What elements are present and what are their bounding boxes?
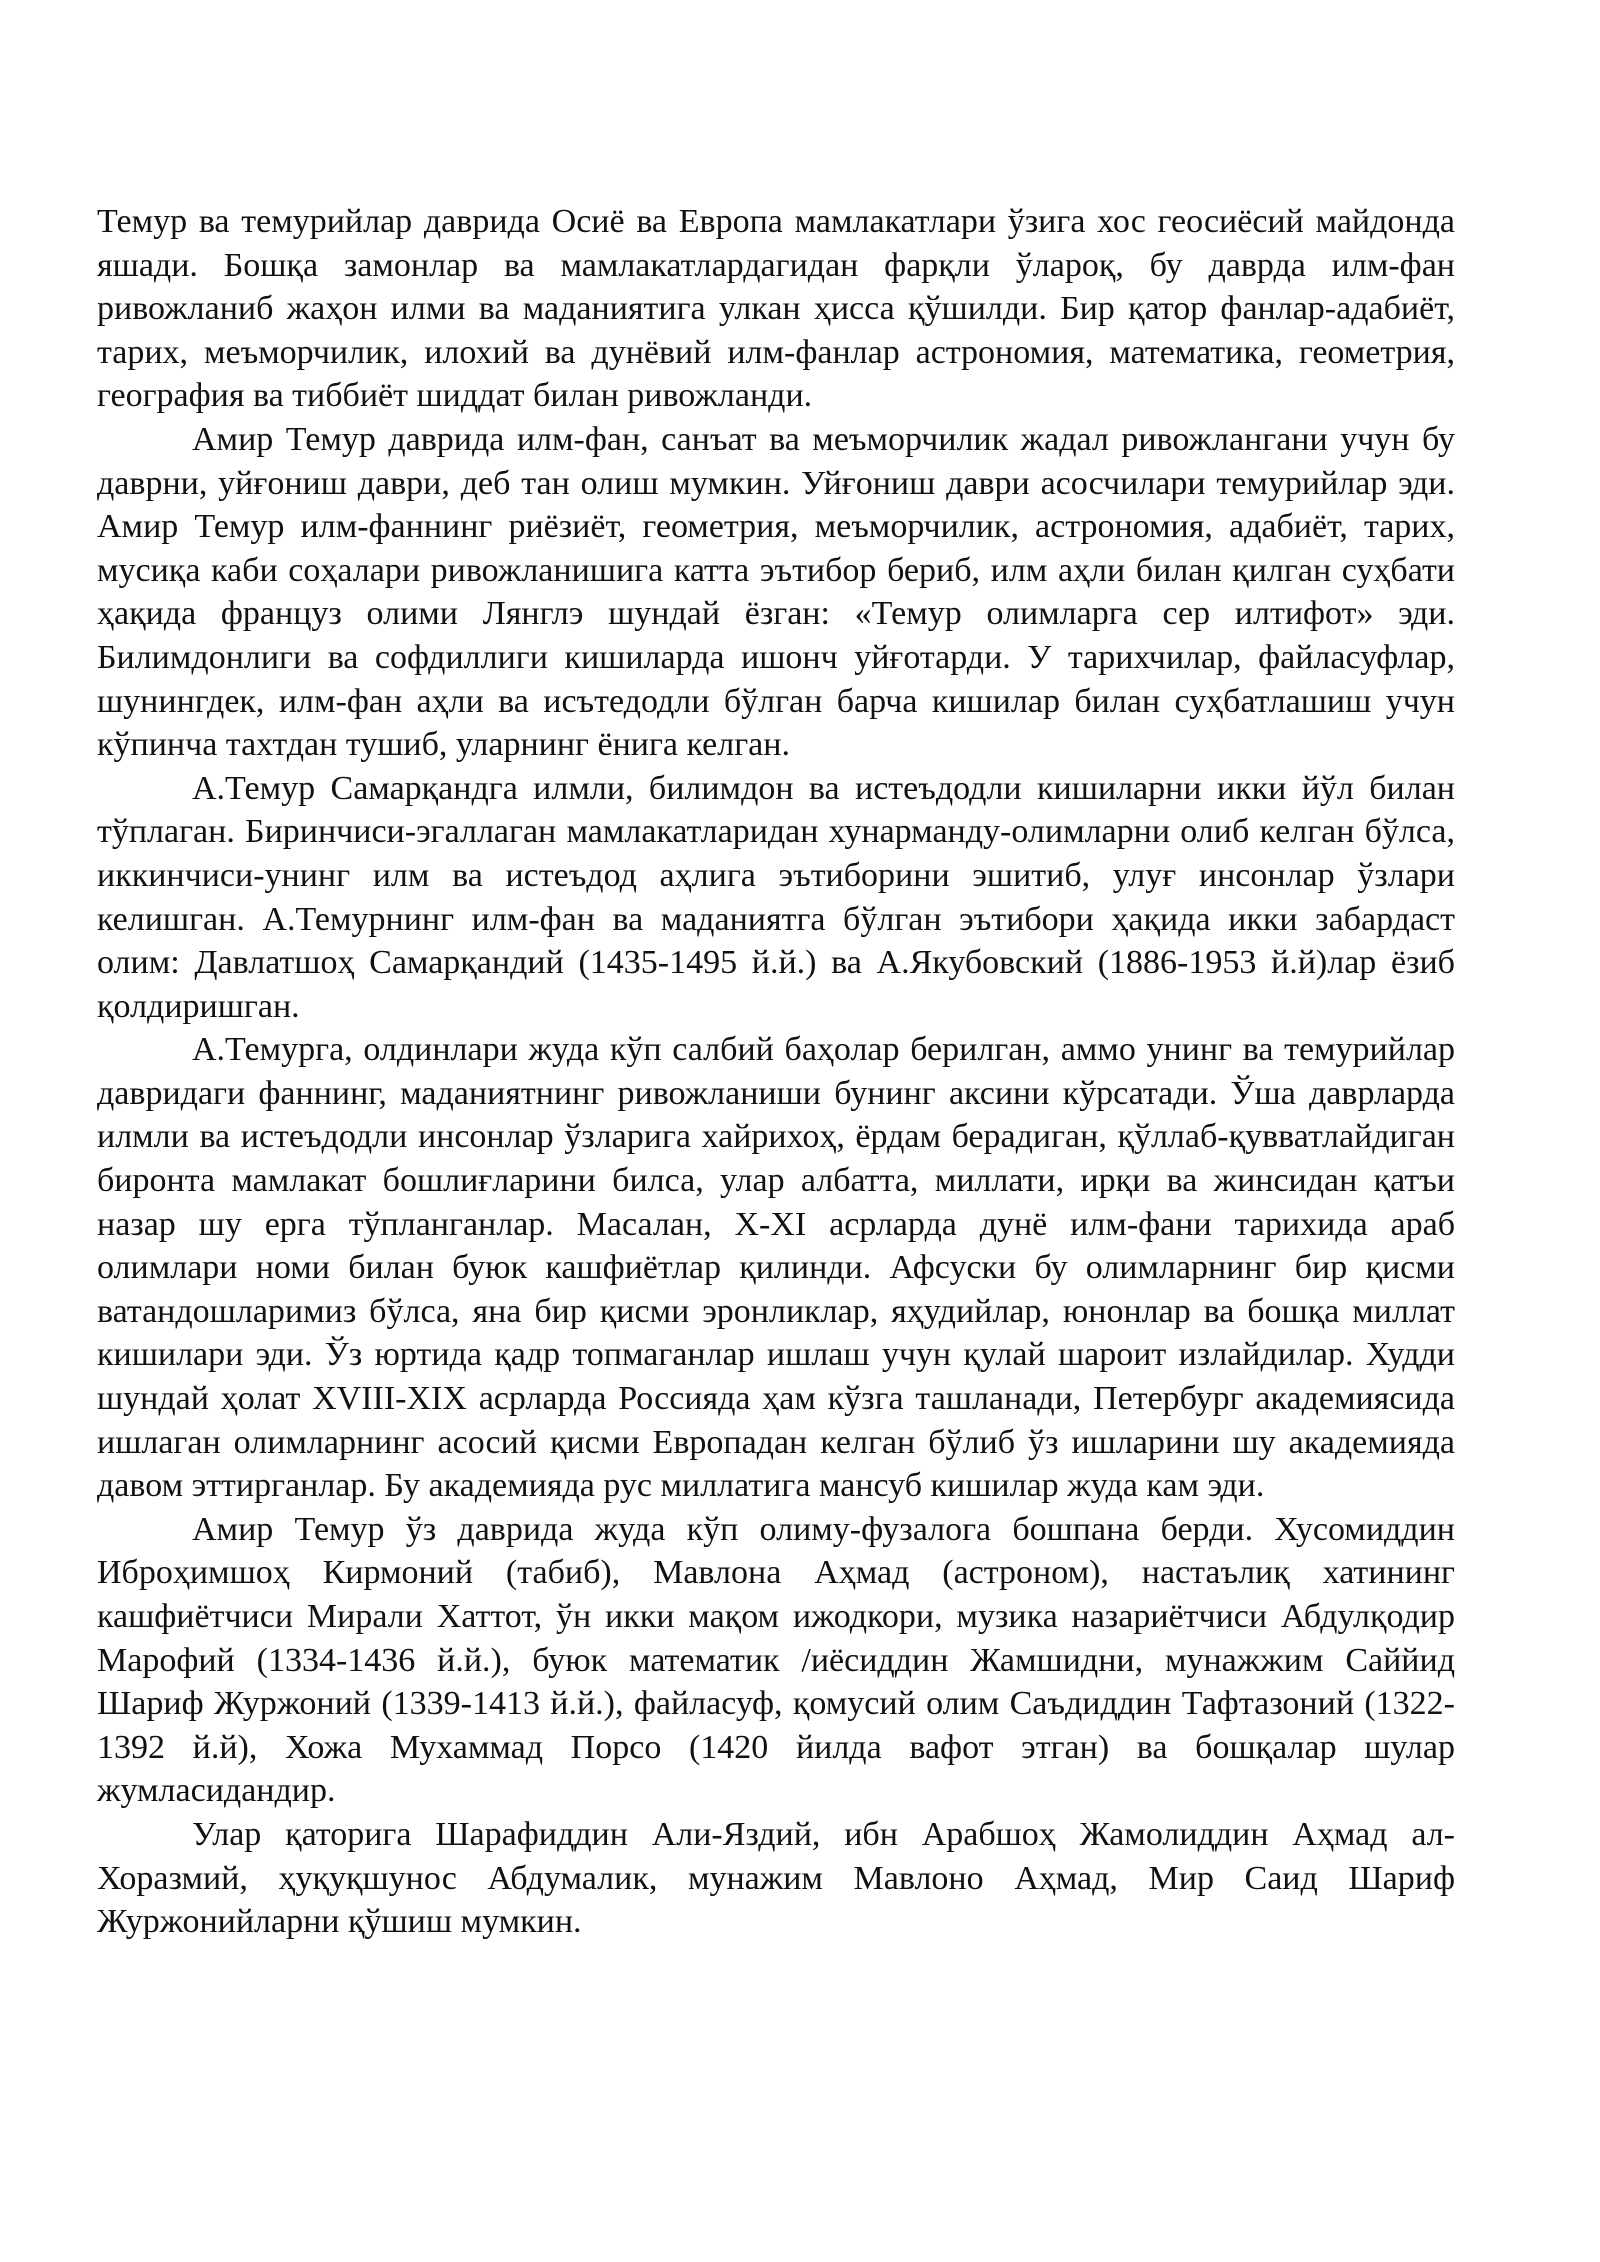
paragraph-4: А.Темурга, олдинлари жуда кўп салбий баҳолар берилган, аммо унинг ва темурийлар давридаги фаннинг, маданиятнинг ривожланиши бунинг аксини кўрсатади. Ўша даврларда илмли ва истеъдодли инсонлар ўзларига хайрихоҳ, ёрдам берадиган, қўллаб-қувватлайдиган биронта мамлакат бошлиғларини билса, улар албатта, миллати, ирқи ва жинсидан қатъи назар шу ерга тўпланганлар. Масалан, X-XI асрларда дунё илм-фани тарихида араб олимлари номи билан буюк кашфиётлар қилинди. Афсуски бу олимларнинг бир қисми ватандошларимиз бўлса, яна бир қисми эронликлар, яҳудийлар, юнонлар ва бошқа миллат кишилари эди. Ўз юртида қадр топмаганлар ишлаш учун қулай шароит излайдилар. Худди шундай ҳолат XVIII-XIX асрларда Россияда ҳам кўзга ташланади, Петербург академиясида ишлаган олимларнинг асосий қисми Европадан келган бўлиб ўз ишларини шу академияда давом эттирганлар. Бу академияда рус миллатига мансуб кишилар жуда кам эди. xyxy=(97,1031,1455,1505)
document-page xyxy=(97,200,1455,1944)
paragraph-6: Улар қаторига Шарафиддин Али-Яздий, ибн Арабшоҳ Жамолиддин Аҳмад ал-Хоразмий, ҳуқуқшунос Абдумалик, мунажим Мавлоно Аҳмад, Мир Саид Шариф Журжонийларни қўшиш мумкин. xyxy=(97,1815,1455,1941)
paragraph-3: А.Темур Самарқандга илмли, билимдон ва истеъдодли кишиларни икки йўл билан тўплаган. Биринчиси-эгаллаган мамлакатларидан хунарманду-олимларни олиб келган бўлса, иккинчиси-унинг илм ва истеъдод аҳлига эътиборини эшитиб, улуғ инсонлар ўзлари келишган. А.Темурнинг илм-фан ва маданиятга бўлган эътибори ҳақида икки забардаст олим: Давлатшоҳ Самарқандий (1435-1495 й.й.) ва А.Якубовский (1886-1953 й.й)лар ёзиб қолдиришган. xyxy=(97,769,1455,1025)
paragraph-1: Темур ва темурийлар даврида Осиё ва Европа мамлакатлари ўзига хос геосиёсий майдонда яшади. Бошқа замонлар ва мамлакатлардагидан фарқли ўлароқ, бу даврда илм-фан ривожланиб жаҳон илми ва маданиятига улкан ҳисса қўшилди. Бир қатор фанлар-адабиёт, тарих, меъморчилик, илохий ва дунёвий илм-фанлар астрономия, математика, геометрия, география ва тиббиёт шиддат билан ривожланди. xyxy=(97,203,1455,415)
paragraph-5: Амир Темур ўз даврида жуда кўп олиму-фузалога бошпана берди. Хусомиддин Иброҳимшоҳ Кирмоний (табиб), Мавлона Аҳмад (астроном), настаълиқ хатининг кашфиётчиси Мирали Хаттот, ўн икки мақом ижодкори, музика назариётчиси Абдулқодир Марофий (1334-1436 й.й.), буюк математик /иёсиддин Жамшидни, мунажжим Саййид Шариф Журжоний (1339-1413 й.й.), файласуф, қомусий олим Саъдиддин Тафтазоний (1322-1392 й.й), Хожа Мухаммад Порсо (1420 йилда вафот этган) ва бошқалар шулар жумласидандир. xyxy=(97,1510,1455,1810)
paragraph-2: Амир Темур даврида илм-фан, санъат ва меъморчилик жадал ривожлангани учун бу даврни, уйғониш даври, деб тан олиш мумкин. Уйғониш даври асосчилари темурийлар эди. Амир Темур илм-фаннинг риёзиёт, геометрия, меъморчилик, астрономия, адабиёт, тарих, мусиқа каби соҳалари ривожланишига катта эътибор бериб, илм аҳли билан қилган суҳбати ҳақида француз олими Лянглэ шундай ёзган: «Темур олимларга сер илтифот» эди. Билимдонлиги ва софдиллиги кишиларда ишонч уйғотарди. У тарихчилар, файласуфлар, шунингдек, илм-фан аҳли ва исътедодли бўлган барча кишилар билан суҳбатлашиш учун кўпинча тахтдан тушиб, уларнинг ёнига келган. xyxy=(97,420,1455,764)
